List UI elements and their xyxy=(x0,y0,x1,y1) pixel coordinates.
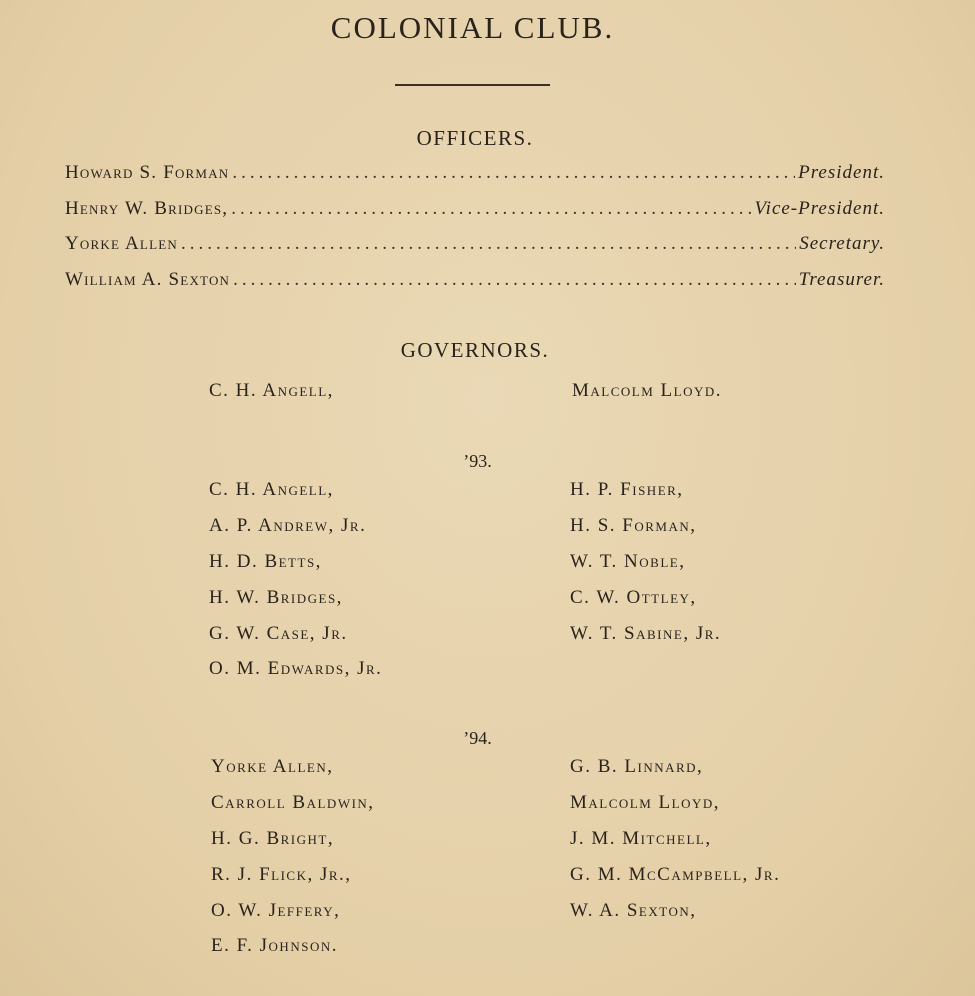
member-name: H. P. Fisher, xyxy=(570,479,684,500)
member-name: R. J. Flick, Jr., xyxy=(211,863,352,885)
officer-row xyxy=(65,162,885,198)
member-name: Malcolm Lloyd, xyxy=(570,791,720,813)
leader-dots xyxy=(233,269,796,291)
member-name: H. G. Bright, xyxy=(211,827,335,849)
governors-left xyxy=(209,373,334,409)
member-name: H. S. Forman, xyxy=(570,514,697,536)
member-name: J. M. Mitchell, xyxy=(570,827,712,849)
member-name: E. F. Johnson. xyxy=(211,935,338,957)
member-name: Carroll Baldwin, xyxy=(211,791,375,813)
member-name: A. P. Andrew, Jr. xyxy=(209,514,367,536)
member-name: C. W. Ottley, xyxy=(570,586,697,608)
class-94-label: ’94. xyxy=(463,728,492,748)
officer-name: William A. Sexton xyxy=(65,268,231,290)
member-name: O. W. Jeffery, xyxy=(211,899,341,921)
member-name: G. M. McCampbell, Jr. xyxy=(570,863,781,885)
officer-name: Henry W. Bridges, xyxy=(65,197,229,219)
governor-name: C. H. Angell, xyxy=(209,380,334,401)
officer-name: Howard S. Forman xyxy=(65,162,230,183)
officer-row xyxy=(65,269,885,305)
governors-right xyxy=(572,373,722,409)
officer-title: Treasurer. xyxy=(798,268,885,290)
officers-heading: OFFICERS. xyxy=(416,126,534,150)
leader-dots xyxy=(232,162,795,184)
member-name: G. W. Case, Jr. xyxy=(209,622,348,644)
officer-row xyxy=(65,233,885,269)
title-rule xyxy=(395,84,550,86)
officer-title: Vice-President. xyxy=(754,197,885,219)
member-name: H. D. Betts, xyxy=(209,550,322,572)
officer-title: President. xyxy=(798,162,885,183)
member-name: O. M. Edwards, Jr. xyxy=(209,658,383,680)
officer-title: Secretary. xyxy=(799,233,885,254)
officers-list xyxy=(65,162,885,304)
officer-name: Yorke Allen xyxy=(65,233,178,254)
leader-dots xyxy=(231,198,751,220)
page-title: COLONIAL CLUB. xyxy=(330,10,615,45)
member-name: W. T. Noble, xyxy=(570,550,686,572)
leader-dots xyxy=(181,233,796,255)
member-name: C. H. Angell, xyxy=(209,479,334,500)
member-name: H. W. Bridges, xyxy=(209,586,343,608)
class-93-left-column xyxy=(209,472,382,687)
member-name: Yorke Allen, xyxy=(211,756,334,777)
officer-row xyxy=(65,198,885,234)
member-name: W. A. Sexton, xyxy=(570,899,697,921)
governor-name: Malcolm Lloyd. xyxy=(572,380,722,401)
governors-heading: GOVERNORS. xyxy=(400,338,550,362)
class-93-right-column xyxy=(570,472,721,651)
member-name: W. T. Sabine, Jr. xyxy=(570,622,722,644)
class-94-left-column xyxy=(211,749,375,964)
class-93-label: ’93. xyxy=(463,451,492,471)
member-name: G. B. Linnard, xyxy=(570,756,704,777)
class-94-right-column xyxy=(570,749,780,928)
